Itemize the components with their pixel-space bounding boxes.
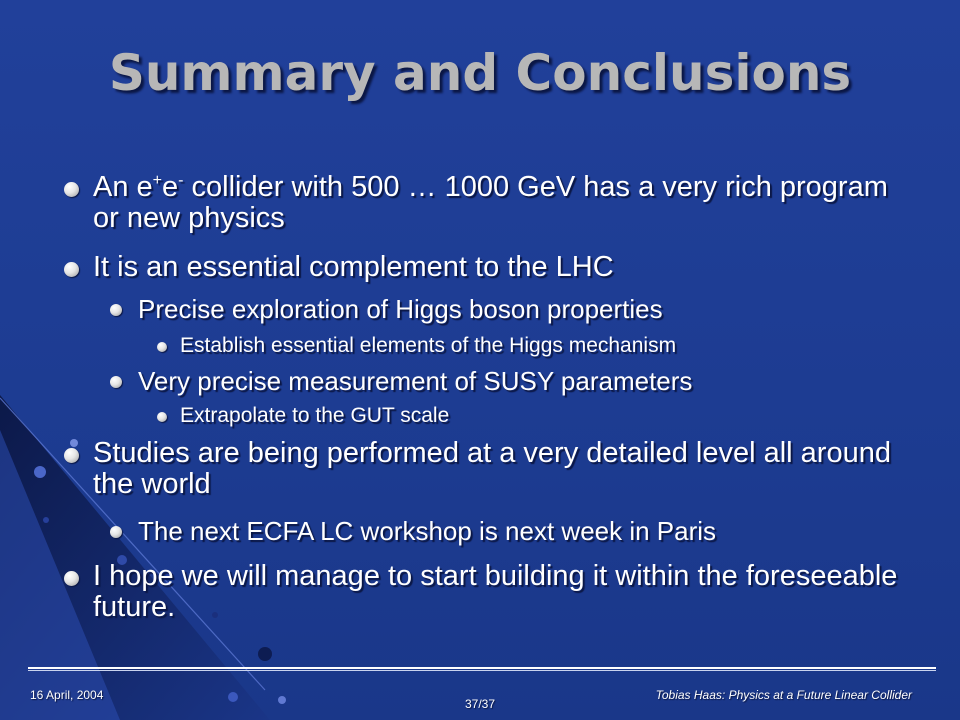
bullet-dot-icon	[157, 412, 167, 422]
bullet-dot-icon	[110, 526, 122, 538]
bullet-text: I hope we will manage to start building it within the foreseeable future.	[93, 560, 898, 623]
subsubbullet-gut-scale	[180, 404, 880, 427]
bullet-dot-icon	[64, 571, 79, 586]
slide-title: Summary and Conclusions	[108, 44, 852, 102]
subsubbullet-higgs-mechanism	[180, 334, 880, 357]
footer-date: 16 April, 2004	[30, 688, 104, 702]
bullet-text: Studies are being performed at a very detailed level all around the world	[93, 437, 891, 500]
bullet-dot-icon	[64, 262, 79, 277]
bullet-text: An e+e- collider with 500 … 1000 GeV has a very rich program or new physics	[93, 171, 888, 234]
bullet-dot-icon	[110, 304, 122, 316]
bullet-text: The next ECFA LC workshop is next week in Paris	[138, 516, 717, 546]
bullet-dot-icon	[157, 342, 167, 352]
bullet-text: Precise exploration of Higgs boson properties	[138, 294, 663, 324]
bullet-lhc-complement	[93, 252, 913, 283]
footer-author-talk: Tobias Haas: Physics at a Future Linear Collider	[655, 688, 912, 702]
footer-divider	[28, 667, 936, 669]
bullet-studies	[93, 438, 913, 500]
subbullet-susy	[138, 367, 898, 395]
bullet-text: Extrapolate to the GUT scale	[180, 404, 450, 427]
subbullet-ecfa-workshop	[138, 517, 898, 545]
bullet-dot-icon	[110, 376, 122, 388]
bullet-text: Very precise measurement of SUSY parameters	[138, 366, 693, 396]
footer-page-number: 37/37	[464, 697, 496, 711]
bullet-text: It is an essential complement to the LHC	[93, 251, 614, 283]
bullet-text: Establish essential elements of the Higgs mechanism	[180, 334, 677, 357]
bullet-dot-icon	[64, 182, 79, 197]
footer-divider-shadow	[28, 670, 936, 671]
bullet-dot-icon	[64, 448, 79, 463]
bullet-start-building	[93, 561, 913, 623]
bullet-collider	[93, 172, 913, 234]
subbullet-higgs	[138, 295, 898, 323]
